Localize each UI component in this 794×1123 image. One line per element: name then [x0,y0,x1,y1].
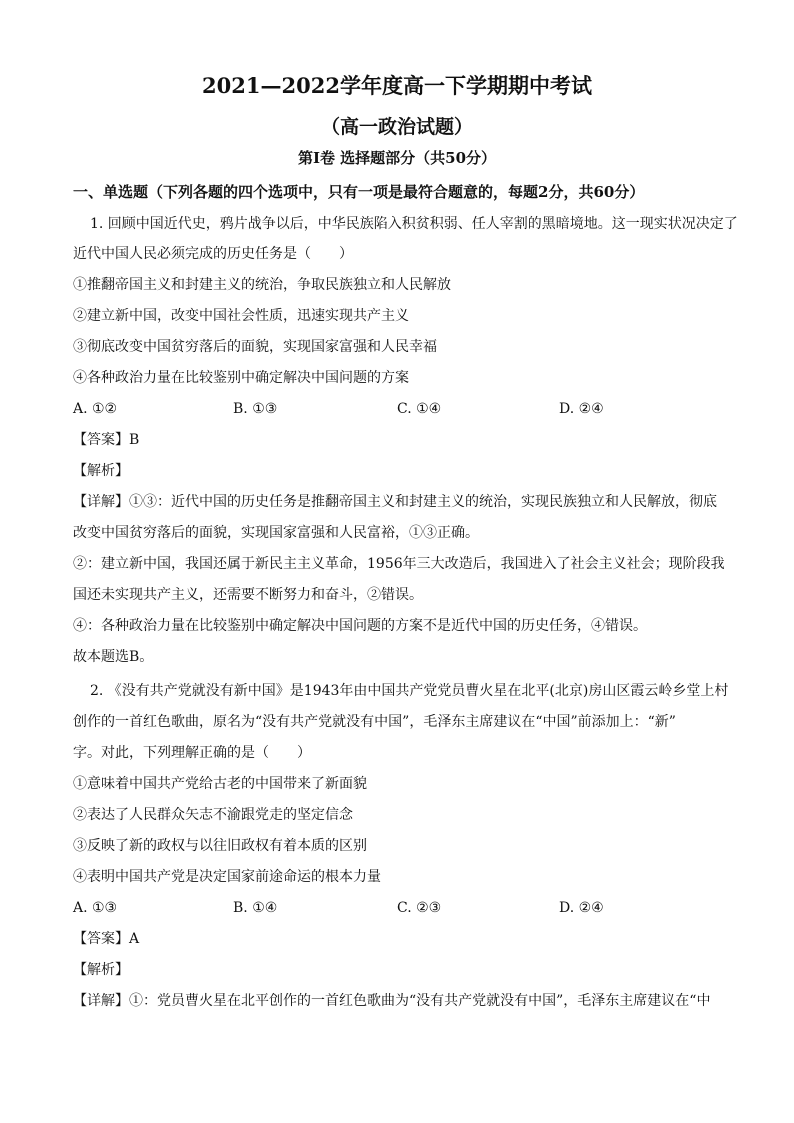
q2-option-b: B. ①④ [233,900,278,916]
q1-stem-line-2: 近代中国人民必须完成的历史任务是（ ） [73,246,353,262]
exam-title: 2021—2022学年度高一下学期期中考试 [202,73,592,98]
q2-statement-3: ③反映了新的政权与以往旧政权有着本质的区别 [73,838,367,854]
q1-option-b: B. ①③ [233,401,278,417]
section-heading: 一、单选题（下列各题的四个选项中，只有一项是最符合题意的，每题2分，共60分） [73,183,645,201]
q1-stem-line-1: 1. 回顾中国近代史，鸦片战争以后，中华民族陷入积贫积弱、任人宰割的黑暗境地。这一现实状况决定了 [90,216,738,232]
q2-detail-line-1: 【详解】①：党员曹火星在北平创作的一首红色歌曲为“没有共产党就没有中国”，毛泽东主席建议在“中 [73,993,711,1009]
q2-statement-1: ①意味着中国共产党给古老的中国带来了新面貌 [73,776,367,792]
q1-detail-line-5: ④：各种政治力量在比较鉴别中确定解决中国问题的方案不是近代中国的历史任务，④错误。 [73,618,647,634]
q2-option-d: D. ②④ [559,900,604,916]
q1-detail-line-1: 【详解】①③：近代中国的历史任务是推翻帝国主义和封建主义的统治，实现民族独立和人民解放，彻底 [73,494,717,510]
q1-detail-line-4: 国还未实现共产主义，还需要不断努力和奋斗，②错误。 [73,587,423,603]
q1-statement-1: ①推翻帝国主义和封建主义的统治，争取民族独立和人民解放 [73,277,451,293]
q1-detail-line-2: 改变中国贫穷落后的面貌，实现国家富强和人民富裕，①③正确。 [73,525,479,541]
q2-answer: 【答案】A [73,931,140,947]
q2-stem-line-1: 2. 《没有共产党就没有新中国》是1943年由中国共产党党员曹火星在北平(北京)房山区霞云岭乡堂上村 [90,683,729,699]
q2-statement-2: ②表达了人民群众矢志不渝跟党走的坚定信念 [73,807,353,823]
q2-stem-line-2: 创作的一首红色歌曲，原名为“没有共产党就没有中国”，毛泽东主席建议在“中国”前添加上：“新” [73,714,676,730]
q2-stem-line-3: 字。对此，下列理解正确的是（ ） [73,745,311,761]
q2-statement-4: ④表明中国共产党是决定国家前途命运的根本力量 [73,869,381,885]
q1-analysis-label: 【解析】 [73,463,129,479]
q1-option-a: A. ①② [73,401,118,417]
q1-statement-3: ③彻底改变中国贫穷落后的面貌，实现国家富强和人民幸福 [73,339,437,355]
q2-option-c: C. ②③ [397,900,442,916]
exam-subtitle: （高一政治试题） [320,116,473,138]
q1-statement-4: ④各种政治力量在比较鉴别中确定解决中国问题的方案 [73,370,409,386]
q1-statement-2: ②建立新中国，改变中国社会性质，迅速实现共产主义 [73,308,409,324]
q1-answer: 【答案】B [73,432,140,448]
part-heading: 第Ⅰ卷 选择题部分（共50分） [297,149,497,167]
q2-option-a: A. ①③ [73,900,118,916]
q1-detail-line-6: 故本题选B。 [73,649,154,665]
q2-analysis-label: 【解析】 [73,962,129,978]
q1-detail-line-3: ②：建立新中国，我国还属于新民主主义革命，1956年三大改造后，我国进入了社会主义社会；现阶段我 [73,556,725,572]
q1-option-d: D. ②④ [559,401,604,417]
q1-option-c: C. ①④ [397,401,442,417]
